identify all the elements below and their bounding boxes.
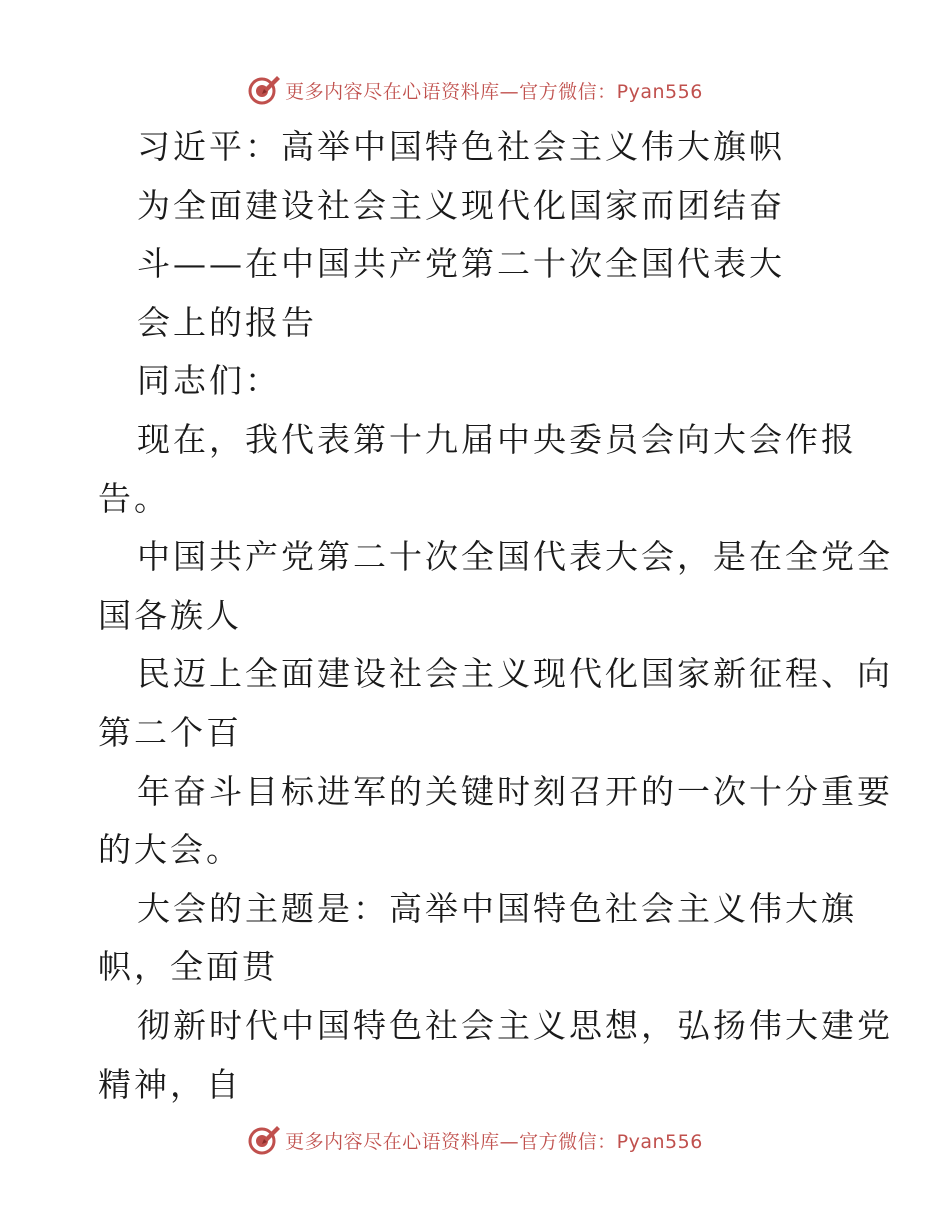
- text-line: 第二个百: [98, 712, 242, 752]
- banner-text: 更多内容尽在心语资料库—官方微信：Pyan556: [285, 1130, 703, 1153]
- footer-banner: [0, 1120, 950, 1160]
- text-line: 习近平：高举中国特色社会主义伟大旗帜: [137, 127, 785, 166]
- text-line: 彻新时代中国特色社会主义思想，弘扬伟大建党: [137, 1005, 893, 1045]
- text-line: 为全面建设社会主义现代化国家而团结奋: [137, 185, 785, 225]
- text-line: 精神，自: [98, 1064, 242, 1104]
- text-line: 中国共产党第二十次全国代表大会，是在全党全: [137, 537, 893, 577]
- text-line: 民迈上全面建设社会主义现代化国家新征程、向: [137, 654, 893, 694]
- text-line: 国各族人: [98, 595, 242, 635]
- text-line: 帜，全面贯: [98, 947, 278, 987]
- text-line: 的大会。: [98, 830, 242, 870]
- text-line: 年奋斗目标进军的关键时刻召开的一次十分重要: [137, 771, 893, 811]
- text-line: 大会的主题是：高举中国特色社会主义伟大旗: [137, 888, 857, 928]
- banner-text: 更多内容尽在心语资料库—官方微信：Pyan556: [285, 80, 703, 103]
- red-pen-circle-icon: [247, 73, 281, 107]
- text-line: 会上的报告: [137, 302, 317, 342]
- document-body: [98, 118, 893, 1114]
- text-line: 斗——在中国共产党第二十次全国代表大: [137, 244, 785, 284]
- text-line: 现在，我代表第十九届中央委员会向大会作报: [137, 419, 857, 459]
- text-line: 同志们：: [137, 361, 281, 401]
- text-line: 告。: [98, 478, 170, 518]
- header-banner: [0, 70, 950, 110]
- red-pen-circle-icon: [247, 1123, 281, 1157]
